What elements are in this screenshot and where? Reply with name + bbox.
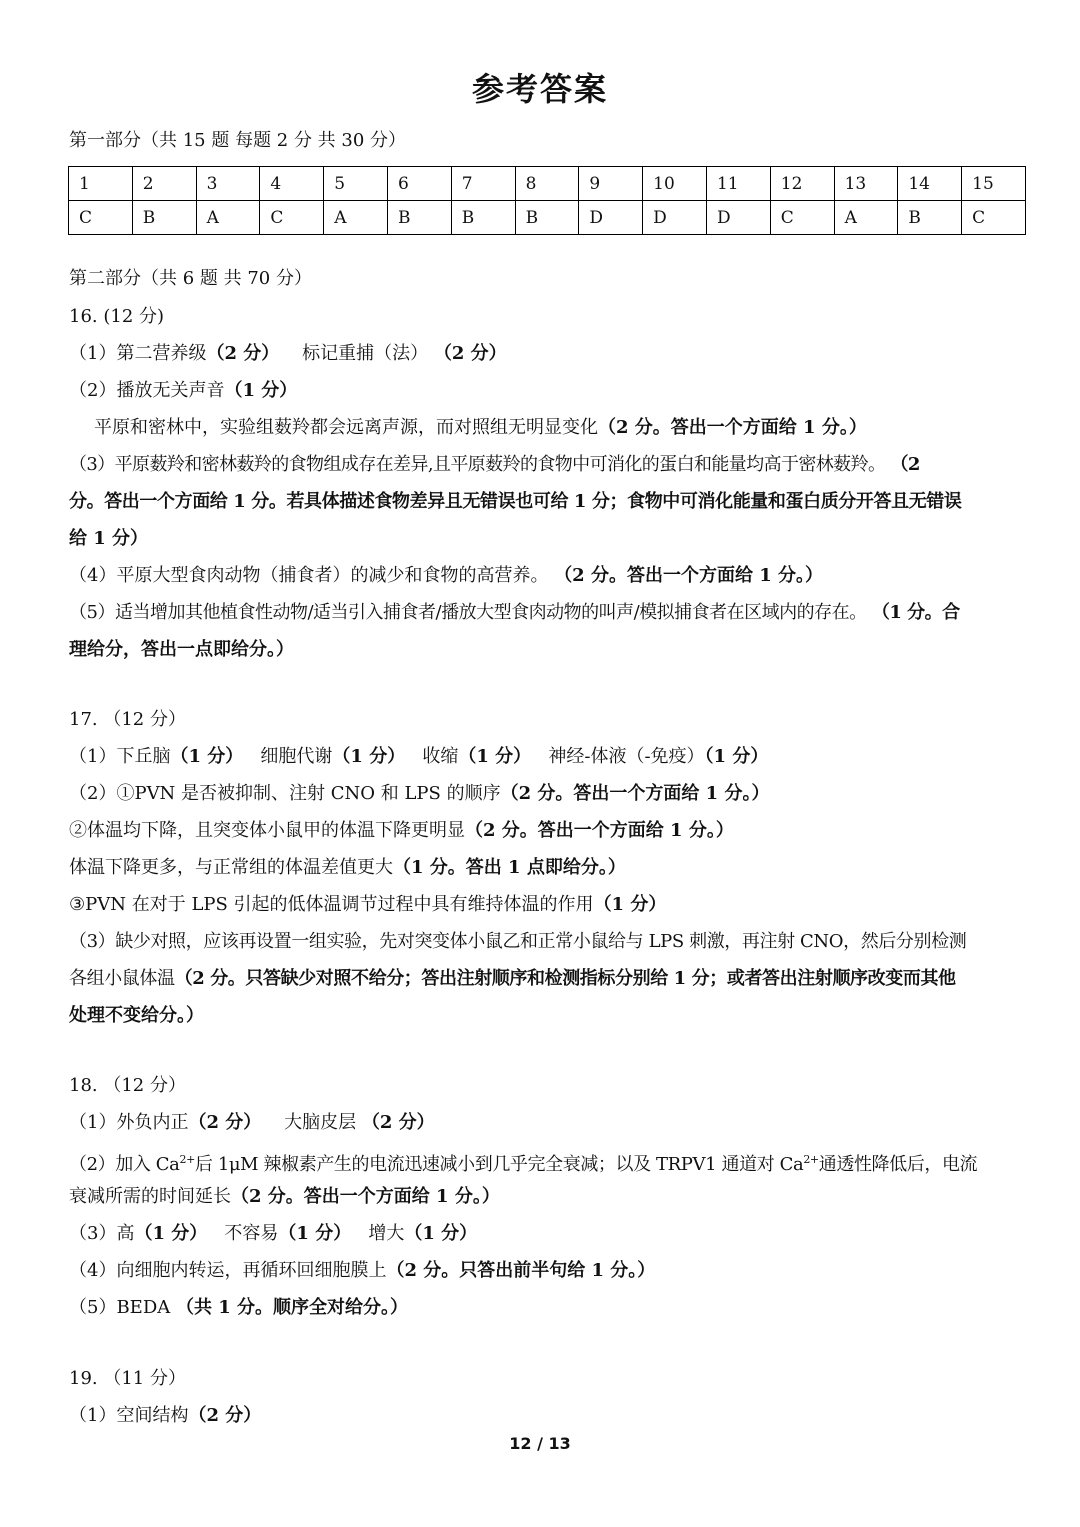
q18-line [69,1184,1029,1210]
answer-text: （1）空间结构 [69,1405,189,1426]
answer-table-number-row [69,167,1026,201]
score-note: （2 分） [433,343,507,364]
table-cell-answer: B [132,201,196,235]
part1-heading: 第一部分（共 15 题 每题 2 分 共 30 分） [69,130,407,151]
table-cell-number: 9 [579,167,643,201]
table-cell-number: 13 [834,167,898,201]
score-note: （1 分。合 [871,602,960,623]
table-cell-answer: D [579,201,643,235]
score-note: （2 分。答出一个方面给 1 分。） [231,1186,500,1207]
q16-line [69,563,1029,589]
answer-text: （5）适当增加其他植食性动物/适当引入捕食者/播放大型食肉动物的叫声/模拟捕食者在区域内的存在。 [69,602,867,623]
q18-line [69,1110,1029,1136]
answer-text: 神经-体液（-免疫） [548,746,705,767]
answer-text: （3）高 [69,1223,135,1244]
q17-line [69,855,1029,881]
answer-text: 平原和密林中，实验组薮羚都会远离声源，而对照组无明显变化 [94,417,598,438]
answer-text: （4）向细胞内转运，再循环回细胞膜上 [69,1260,387,1281]
table-cell-number: 11 [706,167,770,201]
score-note: （1 分） [404,1223,478,1244]
answer-text: 不容易 [224,1223,279,1244]
score-note: （共 1 分。顺序全对给分。） [175,1297,409,1318]
q19-line [69,1403,1029,1429]
table-cell-answer: C [962,201,1026,235]
table-cell-number: 10 [643,167,707,201]
answer-text: 体温下降更多，与正常组的体温差值更大 [69,857,393,878]
answer-text: ③PVN 在对于 LPS 引起的低体温调节过程中具有维持体温的作用 [69,894,594,915]
q17-line [69,818,1029,844]
answer-text: （2）播放无关声音 [69,380,225,401]
q16-line [69,452,1029,478]
table-cell-answer: A [196,201,260,235]
table-cell-answer: A [834,201,898,235]
q17-line [69,892,1029,918]
page-title: 参考答案 [471,70,608,108]
answer-text: 后 1μM 辣椒素产生的电流迅速减小到几乎完全衰减；以及 TRPV1 通道对 Ca [194,1154,804,1175]
answer-text: 收缩 [422,746,459,767]
score-note: （2 分。答出一个方面给 1 分。） [500,783,770,804]
table-cell-number: 6 [387,167,451,201]
table-cell-number: 2 [132,167,196,201]
answer-text: （1）第二营养级 [69,343,207,364]
table-cell-number: 14 [898,167,962,201]
table-cell-answer: D [643,201,707,235]
answer-table [68,166,1026,235]
q16-line [69,600,1029,626]
q16-line [69,378,1029,404]
score-note: （2 分。只答缺少对照不给分；答出注射顺序和检测指标分别给 1 分；或者答出注射顺序改变而其他 [174,968,956,989]
answer-text: （2）加入 Ca [69,1154,180,1175]
q16-line [94,415,1054,441]
q17-line [69,966,1029,992]
answer-text: 通透性降低后，电流 [818,1154,978,1175]
score-note: （1 分） [278,1223,352,1244]
score-note: （2 分） [361,1112,435,1133]
table-cell-number: 5 [324,167,388,201]
table-cell-number: 1 [69,167,133,201]
score-note: （2 分） [188,1112,262,1133]
q16-line [69,341,1029,367]
table-cell-answer: B [387,201,451,235]
score-note: （2 分。答出一个方面给 1 分。） [465,820,734,841]
table-cell-answer: D [706,201,770,235]
q18-line [69,1147,1029,1178]
score-note: （1 分） [704,746,769,767]
score-note: （2 分） [206,343,280,364]
q18-heading: 18. （12 分） [69,1075,186,1096]
q18-line [69,1221,1029,1247]
q19-heading: 19. （11 分） [69,1368,186,1389]
score-note: （2 分。只答出前半句给 1 分。） [386,1260,656,1281]
answer-text: （2）①PVN 是否被抑制、注射 CNO 和 LPS 的顺序 [69,783,501,804]
score-note: 理给分，答出一点即给分。） [69,639,294,660]
answer-text: 增大 [368,1223,405,1244]
table-cell-number: 3 [196,167,260,201]
answer-text: 各组小鼠体温 [69,968,175,989]
score-note: （2 [890,454,920,475]
score-note: （2 分） [188,1405,262,1426]
q17-line [69,744,1029,770]
score-note: 分。答出一个方面给 1 分。若具体描述食物差异且无错误也可给 1 分；食物中可消化能量和蛋白质分开答且无错误 [69,491,962,512]
score-note: （1 分） [458,746,532,767]
table-cell-answer: C [260,201,324,235]
part2-heading: 第二部分（共 6 题 共 70 分） [69,268,312,289]
table-cell-number: 4 [260,167,324,201]
score-note: （1 分） [134,1223,208,1244]
score-note: （1 分） [170,746,244,767]
answer-text: （3）缺少对照，应该再设置一组实验，先对突变体小鼠乙和正常小鼠给与 LPS 刺激，再注射 CNO，然后分别检测 [69,931,967,952]
answer-text: ②体温均下降，且突变体小鼠甲的体温下降更明显 [69,820,465,841]
table-cell-answer: B [898,201,962,235]
answer-text: （3）平原薮羚和密林薮羚的食物组成存在差异,且平原薮羚的食物中可消化的蛋白和能量均高于密林薮羚。 [69,454,886,475]
answer-text: 大脑皮层 [284,1112,357,1133]
table-cell-answer: A [324,201,388,235]
q18-line [69,1295,1029,1321]
answer-text: （1）外负内正 [69,1112,189,1133]
table-cell-number: 15 [962,167,1026,201]
page-number: 12 / 13 [509,1434,571,1453]
table-cell-number: 8 [515,167,579,201]
q18-line [69,1258,1029,1284]
score-note: 处理不变给分。） [69,1005,204,1026]
answer-text: （5）BEDA [69,1297,171,1318]
table-cell-answer: C [69,201,133,235]
score-note: （1 分。答出 1 点即给分。） [393,857,626,878]
table-cell-answer: B [515,201,579,235]
score-note: 给 1 分） [69,528,149,549]
q16-heading: 16. (12 分) [69,306,165,327]
q17-heading: 17. （12 分） [69,709,186,730]
table-cell-answer: C [770,201,834,235]
answer-text: （1）下丘脑 [69,746,171,767]
q17-line [69,781,1029,807]
answer-text: 标记重捕（法） [302,343,429,364]
superscript: 2+ [179,1153,195,1166]
table-cell-number: 7 [451,167,515,201]
table-cell-answer: B [451,201,515,235]
answer-text: （4）平原大型食肉动物（捕食者）的减少和食物的高营养。 [69,565,549,586]
score-note: （1 分） [224,380,298,401]
answer-text: 衰减所需的时间延长 [69,1186,231,1207]
answer-table-answer-row [69,201,1026,235]
superscript: 2+ [803,1153,819,1166]
score-note: （1 分） [593,894,667,915]
score-note: （1 分） [332,746,406,767]
table-cell-number: 12 [770,167,834,201]
answer-text: 细胞代谢 [260,746,333,767]
score-note: （2 分。答出一个方面给 1 分。） [598,417,867,438]
score-note: （2 分。答出一个方面给 1 分。） [554,565,824,586]
